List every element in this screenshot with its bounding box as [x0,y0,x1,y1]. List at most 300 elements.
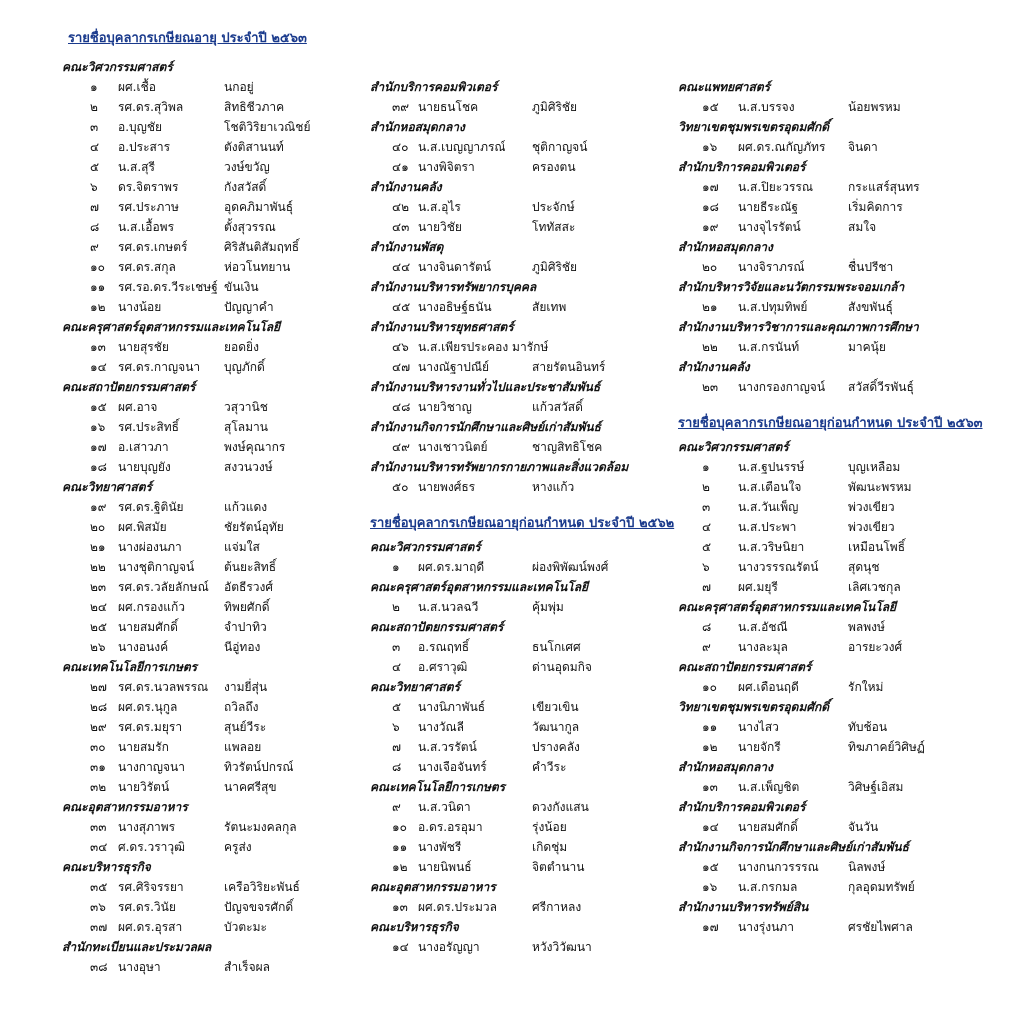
item-number: ๑๒ [702,740,718,754]
item-first-name: นางผ่องนภา [118,540,182,554]
item-number: ๑๓ [90,340,106,354]
item-number: ๑๔ [90,360,107,374]
item-number: ๒๕ [90,620,107,634]
item-first-name: รศ.ประสิทธิ์ [118,420,179,434]
section-heading: คณะบริหารธุรกิจ [370,920,459,934]
item-first-name: รศ.ดร.วลัยลักษณ์ [118,580,209,594]
list-item [678,138,998,156]
item-number: ๑๑ [702,720,718,734]
item-number: ๑๓ [702,780,718,794]
section-heading: คณะครุศาสตร์อุตสาหกรรมและเทคโนโลยี [370,580,589,594]
list-item [370,638,690,656]
section-heading: สำนักงานพัสดุ [370,240,444,254]
item-number: ๕ [392,700,402,714]
section-heading: วิทยาเขตชุมพรเขตรอุดมศักดิ์ [678,120,830,134]
list-item [62,758,382,776]
list-item [62,898,382,916]
item-number: ๓ [702,500,711,514]
section-heading: สำนักงานบริหารยุทธศาสตร์ [370,320,514,334]
list-item [62,638,382,656]
item-number: ๔๘ [392,400,411,414]
item-first-name: นางจิราภรณ์ [738,260,805,274]
item-first-name: นายบุญยัง [118,460,171,474]
item-first-name: ผศ.ดร.มาฤดี [418,560,485,574]
item-last-name: แก้วแดง [224,500,268,514]
section-heading: คณะครุศาสตร์อุตสาหกรรมและเทคโนโลยี [62,320,281,334]
item-first-name: นายวิชัย [418,220,462,234]
item-first-name: นางรุ่งนภา [738,920,794,934]
item-number: ๑๘ [90,460,107,474]
item-first-name: นางจุไรรัตน์ [738,220,801,234]
list-item [370,558,690,576]
item-last-name: ถวิลถึง [224,700,259,714]
item-last-name: แจ่มใส [224,540,260,554]
item-last-name: ด่านอุดมกิจ [532,660,592,674]
item-last-name: น้อยพรหม [848,100,901,114]
list-item [370,658,690,676]
list-item [62,298,382,316]
list-item [370,338,690,356]
list-item [62,398,382,416]
section-heading: คณะวิทยาศาสตร์ [62,480,152,494]
list-item [62,578,382,596]
list-item [62,358,382,376]
item-first-name: นางกนกวรรรณ [738,860,819,874]
item-last-name: ทิพยศักดิ์ [224,600,270,614]
list-item [62,818,382,836]
list-item [62,518,382,536]
item-number: ๒๖ [90,640,106,654]
item-last-name: สุโลมาน [224,420,268,434]
item-number: ๑๒ [90,300,106,314]
list-item [678,298,998,316]
item-number: ๑๗ [702,920,719,934]
item-number: ๓ [392,640,401,654]
item-last-name: ห่อวโนทยาน [224,260,291,274]
item-last-name: ชัยรัตน์อุทัย [224,520,284,534]
item-last-name: ดวงกังแสน [532,800,589,814]
item-first-name: อ.ดร.อรอุมา [418,820,483,834]
item-last-name: ชื่นปรีชา [848,260,894,274]
item-number: ๒ [702,480,710,494]
item-number: ๔๖ [392,340,409,354]
item-first-name: ผศ.ดร.ณกัญภัทร [738,140,826,154]
item-number: ๑ [392,560,400,574]
list-item [678,258,998,276]
section-heading: วิทยาเขตชุมพรเขตรอุดมศักดิ์ [678,700,830,714]
item-number: ๘ [702,620,712,634]
item-last-name: สังขพันธุ์ [848,300,893,314]
item-first-name: น.ส.อุไร [418,200,461,214]
item-number: ๓๒ [90,780,107,794]
item-first-name: น.ส.ปทุมทิพย์ [738,300,808,314]
item-number: ๙ [392,800,401,814]
item-first-name: นายธนโชค [418,100,479,114]
item-first-name: นางพัชรี [418,840,462,854]
section-heading: คณะสถาปัตยกรรมศาสตร์ [62,380,196,394]
item-number: ๓๙ [392,100,409,114]
item-first-name: นายสุรชัย [118,340,169,354]
list-item [62,918,382,936]
list-item [370,218,690,236]
item-number: ๗ [90,200,100,214]
item-number: ๑๕ [90,400,107,414]
item-number: ๒๐ [702,260,718,274]
list-item [370,858,690,876]
item-first-name: นางวรรรณรัตน์ [738,560,819,574]
list-item [62,538,382,556]
item-last-name: แพลอย [224,740,262,754]
list-item [370,398,690,416]
section-heading: สำนักบริการคอมพิวเตอร์ [370,80,498,94]
item-first-name: น.ส.กรนันท์ [738,340,800,354]
list-item [678,878,998,896]
item-last-name: ปัญจขจรศักดิ์ [224,900,294,914]
item-number: ๙ [702,640,711,654]
section-heading: คณะเทคโนโลยีการเกษตร [370,780,506,794]
item-number: ๒๑ [702,300,718,314]
list-item [678,98,998,116]
item-first-name: นางนิภาพันธ์ [418,700,486,714]
item-first-name: นายจักรี [738,740,781,754]
list-item [62,878,382,896]
item-first-name: นางณัฐาปณีย์ [418,360,490,374]
item-last-name: อุดคภิมาพันธุ์ [224,200,294,214]
item-number: ๓๖ [90,900,106,914]
item-last-name: สิทธิชีวภาค [224,100,285,114]
item-last-name: ภูมิศิริชัย [532,100,578,114]
list-item [62,618,382,636]
item-last-name: คำวีระ [532,760,567,774]
item-first-name: นายสมศักดิ์ [118,620,178,634]
item-number: ๗ [392,740,402,754]
list-item [678,578,998,596]
item-last-name: ยอดยิ่ง [224,340,259,354]
section-title-2562: รายชื่อบุคลากรเกษียณอายุก่อนกำหนด ประจำปี ๒๕๖๒ [370,516,675,531]
list-item [678,638,998,656]
item-last-name: สัยเทพ [532,300,567,314]
list-item [678,918,998,936]
item-last-name: สมใจ [848,220,877,234]
list-item [370,298,690,316]
item-number: ๒๙ [90,720,107,734]
item-number: ๔ [702,520,712,534]
item-first-name: นางอนงค์ [118,640,169,654]
item-last-name: โททัสสะ [532,220,576,234]
list-item [62,418,382,436]
section-heading: สำนักทะเบียนและประมวลผล [62,940,212,954]
item-last-name: ทิฆภาคย์วิศิษฏ์ [848,740,925,754]
item-first-name: อ.ประสาร [118,140,171,154]
item-last-name: ธนโกเศศ [532,640,581,654]
item-first-name: นางชุติกาญจน์ [118,560,195,574]
item-last-name: จำปาทิว [224,620,267,634]
item-last-name: ขันเงิน [224,280,259,294]
item-first-name: ผศ.เดือนฤดี [738,680,799,694]
list-item [62,438,382,456]
item-number: ๑๐ [392,820,407,834]
item-last-name: หางแก้ว [532,480,575,494]
item-number: ๖ [90,180,98,194]
list-item [62,198,382,216]
item-first-name: อ.รณฤทธิ์ [418,640,470,654]
item-first-name: ศ.ดร.วราวุฒิ [118,840,185,854]
item-last-name: นกอยู่ [224,80,254,94]
item-first-name: น.ส.วนิดา [418,800,471,814]
item-last-name: เลิศเวชกุล [848,580,901,594]
section-heading: สำนักหอสมุดกลาง [678,240,773,254]
item-first-name: อ.ศราวุฒิ [418,660,468,674]
item-last-name: จินดา [848,140,878,154]
item-number: ๔๑ [392,160,409,174]
item-last-name: มาคนุ้ย [848,340,886,354]
list-item [62,258,382,276]
list-item [370,798,690,816]
list-item [370,478,690,496]
item-last-name: ผ่องพิพัฒน์พงศ์ [532,560,609,574]
item-first-name: นายพงศ์ธร [418,480,476,494]
section-heading: สำนักงานคลัง [370,180,442,194]
item-first-name: รศ.ดร.กาญจนา [118,360,201,374]
item-first-name: น.ส.ปิยะวรรณ [738,180,814,194]
item-first-name: น.ส.วันเพ็ญ [738,500,799,514]
item-first-name: นางกรองกาญจน์ [738,380,826,394]
list-item [62,118,382,136]
list-item [678,498,998,516]
item-first-name: นางกาญจนา [118,760,186,774]
list-item [370,138,690,156]
item-first-name: นางอุษา [118,960,161,974]
item-number: ๑๗ [702,180,719,194]
item-first-name: น.ส.วริษนิยา [738,540,805,554]
item-number: ๔ [90,140,100,154]
item-number: ๘ [392,760,402,774]
item-number: ๓๐ [90,740,106,754]
list-item [678,538,998,556]
item-number: ๑๔ [702,820,719,834]
item-last-name: พลพงษ์ [848,620,885,634]
item-first-name: น.ส.เพ็ญชิต [738,780,800,794]
item-last-name: ศรชัยไพศาล [848,920,913,934]
item-first-name: น.ส.เบญญาภรณ์ [418,140,506,154]
item-number: ๑๖ [90,420,106,434]
item-last-name: ปัญญาคำ [224,300,274,314]
item-last-name: ปรางคลัง [532,740,580,754]
item-number: ๑๑ [392,840,408,854]
item-first-name: นายวิชาญ [418,400,472,414]
item-first-name: รศ.ดร.ฐิตินัย [118,500,184,514]
item-last-name: งามยี่สุ่น [224,680,268,694]
list-item [678,678,998,696]
list-item [678,378,998,396]
item-last-name: แก้วสวัสดิ์ [532,400,583,414]
item-number: ๑ [90,80,98,94]
item-first-name: นางเจือจันทร์ [418,760,487,774]
item-number: ๕ [90,160,100,174]
item-number: ๒ [90,100,98,114]
item-number: ๑๙ [702,220,719,234]
section-heading: สำนักงานบริหารทรัพย์สิน [678,900,809,914]
item-first-name: รศ.รอ.ดร.วีระเชษฐ์ [118,280,218,294]
item-number: ๓ [90,120,99,134]
item-number: ๘ [90,220,100,234]
item-last-name: วิศิษฐ์เอิสม [848,780,904,794]
item-last-name: พ่วงเขียว [848,520,895,534]
list-item [370,258,690,276]
item-number: ๗ [702,580,712,594]
section-heading: สำนักงานคลัง [678,360,750,374]
item-last-name: อัตธีรวงศ์ [224,580,273,594]
item-first-name: รศ.ดร.สุวิพล [118,100,184,114]
list-item [62,98,382,116]
item-number: ๒๓ [702,380,719,394]
item-first-name: นางพิจิตรา [418,160,475,174]
item-first-name: นายสมรัก [118,740,169,754]
item-number: ๔๙ [392,440,410,454]
item-number: ๕ [702,540,712,554]
item-first-name: นางเชาวนิตย์ [418,440,488,454]
list-item [370,438,690,456]
item-first-name: นายสมศักดิ์ [738,820,798,834]
item-first-name: น.ส.เพียรประคอง มารักษ์ [418,340,549,354]
section-heading: คณะวิทยาศาสตร์ [370,680,460,694]
item-number: ๑๖ [702,140,718,154]
item-number: ๑๙ [90,500,107,514]
item-last-name: สวัสดิ์วีรพันธุ์ [848,380,914,394]
item-first-name: นางละมุล [738,640,788,654]
item-first-name: ผศ.ดร.นุกูล [118,700,178,714]
item-number: ๑๕ [702,100,719,114]
item-number: ๑๖ [702,880,718,894]
item-number: ๓๕ [90,880,108,894]
item-first-name: นายวิรัตน์ [118,780,170,794]
section-heading: สำนักหอสมุดกลาง [370,120,465,134]
section-heading: คณะครุศาสตร์อุตสาหกรรมและเทคโนโลยี [678,600,897,614]
item-number: ๒๔ [90,600,107,614]
item-first-name: น.ส.สุรี [118,160,155,174]
item-number: ๔ [392,660,402,674]
list-item [62,498,382,516]
item-first-name: รศ.ศิริจรรยา [118,880,184,894]
item-first-name: รศ.ดร.วินัย [118,900,176,914]
item-first-name: น.ส.อัชณี [738,620,788,634]
item-last-name: ครูส่ง [224,840,252,854]
list-item [370,758,690,776]
list-item [62,458,382,476]
item-number: ๑๓ [392,900,408,914]
section-title-2563: รายชื่อบุคลากรเกษียณอายุก่อนกำหนด ประจำปี ๒๕๖๓ [678,416,983,431]
list-item [62,158,382,176]
list-item [62,958,382,976]
item-first-name: ผศ.กรองแก้ว [118,600,185,614]
list-item [678,778,998,796]
section-heading: คณะสถาปัตยกรรมศาสตร์ [370,620,504,634]
item-last-name: รัตนะมงคลกุล [224,820,297,834]
list-item [678,198,998,216]
list-item [370,738,690,756]
section-heading: สำนักงานบริหารงานทั่วไปและประชาสัมพันธ์ [370,380,601,394]
item-first-name: น.ส.วรรัตน์ [418,740,477,754]
item-number: ๑๗ [90,440,107,454]
page-title: รายชื่อบุคลากรเกษียณอายุ ประจำปี ๒๕๖๓ [68,31,307,46]
item-last-name: อารยะวงศ์ [848,640,903,654]
list-item [370,838,690,856]
item-number: ๔๔ [392,260,411,274]
list-item [62,678,382,696]
item-number: ๓๓ [90,820,107,834]
item-last-name: วสุวานิช [224,400,268,414]
section-heading: คณะบริหารธุรกิจ [62,860,151,874]
item-first-name: ผศ.ดร.อุรสา [118,920,183,934]
item-last-name: สุนย์วีระ [224,720,267,734]
item-number: ๑๒ [392,860,408,874]
item-last-name: เขียวเขิน [532,700,579,714]
section-heading: คณะวิศวกรรมศาสตร์ [62,60,173,74]
item-last-name: เครือวิริยะพันธ์ [224,880,300,894]
section-heading: คณะอุตสาหกรรมอาหาร [370,880,496,894]
item-number: ๒ [392,600,400,614]
item-last-name: นาคศรีสุข [224,780,277,794]
list-item [678,558,998,576]
section-heading: สำนักบริการคอมพิวเตอร์ [678,800,806,814]
item-number: ๒๒ [702,340,718,354]
list-item [678,818,998,836]
list-item [62,738,382,756]
list-item [62,178,382,196]
item-number: ๑๔ [392,940,409,954]
item-first-name: รศ.ประภาษ [118,200,179,214]
list-item [678,338,998,356]
item-last-name: ศิริสันติสัมฤทธิ์ [224,240,300,254]
item-first-name: นางวัณลี [418,720,465,734]
item-number: ๙ [90,240,99,254]
section-heading: คณะวิศวกรรมศาสตร์ [370,540,481,554]
item-last-name: นีอู่ทอง [224,640,261,654]
item-last-name: เหมือนโพธิ์ [848,540,906,554]
item-last-name: โชติวิริยาเวณิชย์ [224,120,311,134]
item-number: ๒๐ [90,520,106,534]
item-last-name: เริ่มคิดการ [848,200,903,214]
item-number: ๔๓ [392,220,410,234]
list-item [62,778,382,796]
item-last-name: บุญเหลือม [848,460,901,474]
section-heading: สำนักงานบริหารทรัพยากรบุคคล [370,280,537,294]
item-first-name: อ.บุญชัย [118,120,163,134]
item-number: ๓๘ [90,960,108,974]
section-heading: สำนักงานกิจการนักศึกษาและศิษย์เก่าสัมพันธ์ [678,840,909,854]
item-number: ๒๓ [90,580,107,594]
section-heading: สำนักบริหารวิจัยและนวัตกรรมพระจอมเกล้า [678,280,905,294]
item-last-name: พงษ์คุณากร [224,440,286,454]
item-first-name: ผศ.พิสมัย [118,520,167,534]
item-first-name: น.ส.ประพา [738,520,797,534]
list-item [62,838,382,856]
item-last-name: สายรัตนอินทร์ [532,360,606,374]
list-item [678,738,998,756]
item-last-name: ครองตน [532,160,576,174]
item-number: ๑๕ [702,860,719,874]
item-first-name: นางอรัญญา [418,940,480,954]
item-last-name: ทับช้อน [848,720,888,734]
item-last-name: พัฒนะพรหม [848,480,912,494]
section-heading: สำนักงานบริหารทรัพยากรกายภาพและสิ่งแวดล้อม [370,460,629,474]
item-first-name: น.ส.กรกมล [738,880,798,894]
list-item [62,278,382,296]
item-number: ๒๗ [90,680,107,694]
item-first-name: นางไสว [738,720,779,734]
item-number: ๕๐ [392,480,409,494]
list-item [678,518,998,536]
